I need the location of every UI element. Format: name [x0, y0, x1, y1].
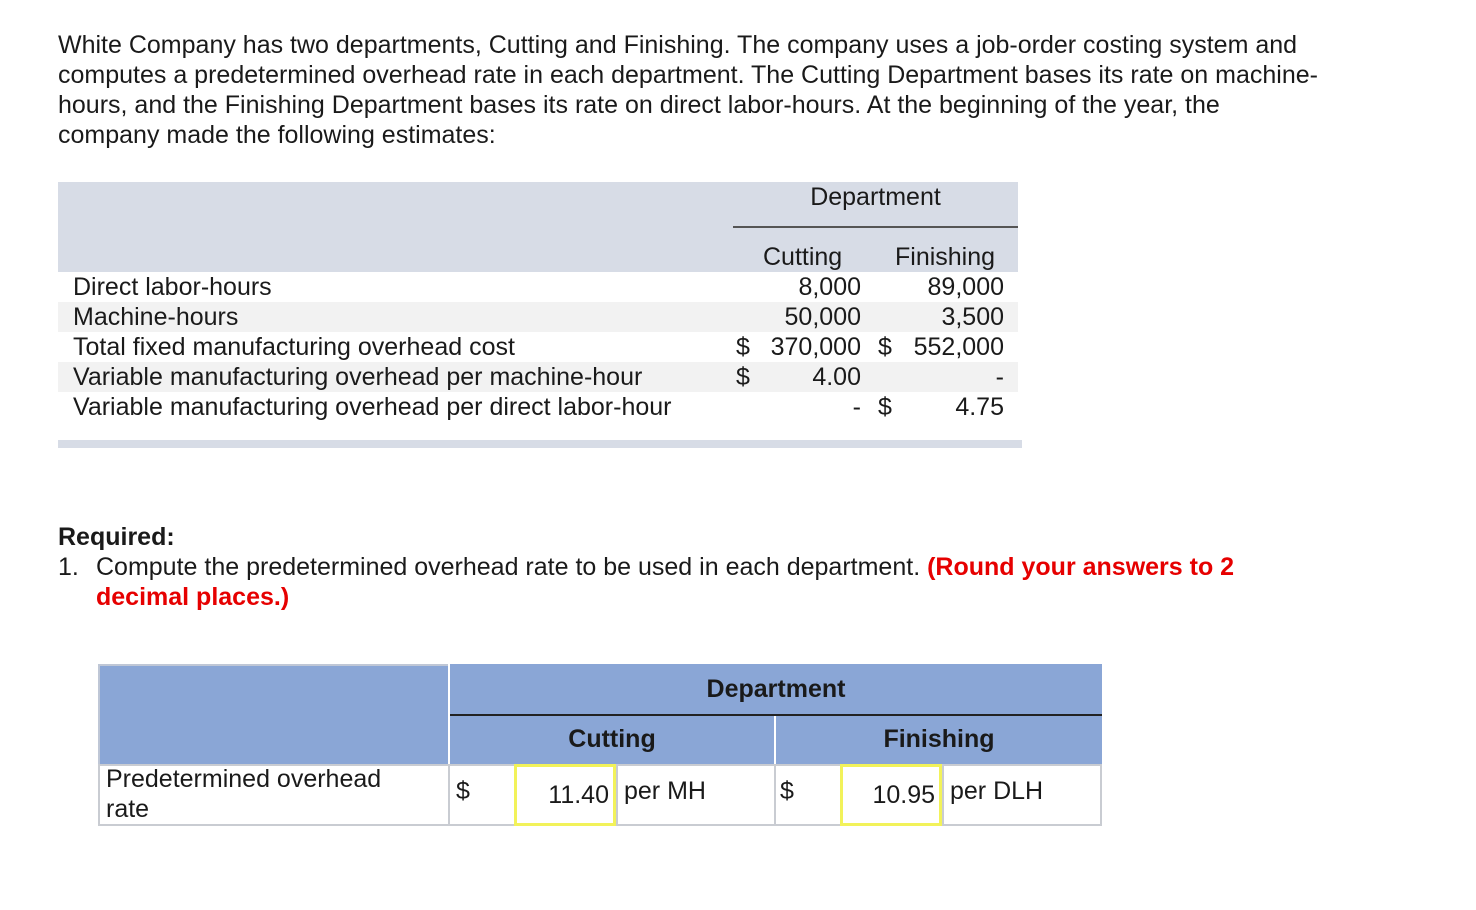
cutting-currency: $: [456, 777, 470, 805]
table-row: [58, 332, 1018, 362]
cutting-currency: $: [736, 333, 750, 361]
row-label: Total fixed manufacturing overhead cost: [73, 333, 515, 361]
required-heading: Required:: [58, 523, 175, 551]
finishing-value: 89,000: [927, 273, 1004, 301]
question-1: [58, 552, 1318, 612]
finishing-currency: $: [878, 393, 892, 421]
cell-separator: [448, 764, 450, 826]
question-number: 1.: [58, 553, 79, 581]
cutting-value: -: [852, 393, 861, 421]
estimates-table: [58, 182, 1018, 448]
cutting-unit: per MH: [624, 777, 706, 805]
finishing-currency: $: [780, 777, 794, 805]
finishing-value: -: [995, 363, 1004, 391]
cell-separator: [942, 764, 944, 826]
finishing-rate-input[interactable]: 10.95: [840, 764, 942, 826]
cutting-value: 4.00: [812, 363, 861, 391]
answer-header-blank: [98, 664, 448, 764]
table-row: [58, 392, 1018, 422]
answer-row-label: Predetermined overhead rate: [106, 765, 382, 823]
estimates-header: [58, 182, 1018, 272]
cutting-currency: $: [736, 363, 750, 391]
problem-intro: White Company has two departments, Cutting and Finishing. The company uses a job-order costing system and computes a predetermined overhead rate in each department. The Cutting Department bases its rate on machine-hours, and the Finishing Department bases its rate on direct labor-hours. At the beginning of the year, the company made the following estimates:: [58, 31, 1318, 149]
finishing-value: 3,500: [941, 303, 1004, 331]
question-text: Compute the predetermined overhead rate to be used in each department.: [96, 553, 921, 581]
row-label: Direct labor-hours: [73, 273, 272, 301]
row-label: Machine-hours: [73, 303, 239, 331]
row-label: Variable manufacturing overhead per direct labor-hour: [73, 393, 672, 421]
cutting-value: 370,000: [770, 333, 861, 361]
row-label: Variable manufacturing overhead per machine-hour: [73, 363, 643, 391]
finishing-unit: per DLH: [950, 777, 1044, 805]
answer-finishing-header: Finishing: [883, 725, 995, 753]
finishing-column-header: Finishing: [895, 243, 996, 271]
finishing-value: 4.75: [955, 393, 1004, 421]
cell-separator: [616, 764, 618, 826]
department-header: Department: [810, 183, 941, 211]
table-row: [58, 272, 1018, 302]
rounding-instruction: (Round your answers to 2 decimal places.): [96, 553, 1235, 611]
answer-cutting-header: Cutting: [568, 725, 656, 753]
table-footer-bar: [58, 440, 1022, 448]
finishing-currency: $: [878, 333, 892, 361]
cutting-rate-input[interactable]: 11.40: [514, 764, 616, 826]
answer-table: [98, 664, 1102, 826]
header-divider: [733, 226, 1018, 228]
table-row: [58, 302, 1018, 332]
finishing-value: 552,000: [913, 333, 1004, 361]
cutting-value: 8,000: [798, 273, 861, 301]
table-row: [58, 362, 1018, 392]
cutting-column-header: Cutting: [763, 243, 843, 271]
cutting-value: 50,000: [784, 303, 861, 331]
answer-department-header: Department: [706, 675, 846, 703]
cell-separator: [774, 764, 776, 826]
